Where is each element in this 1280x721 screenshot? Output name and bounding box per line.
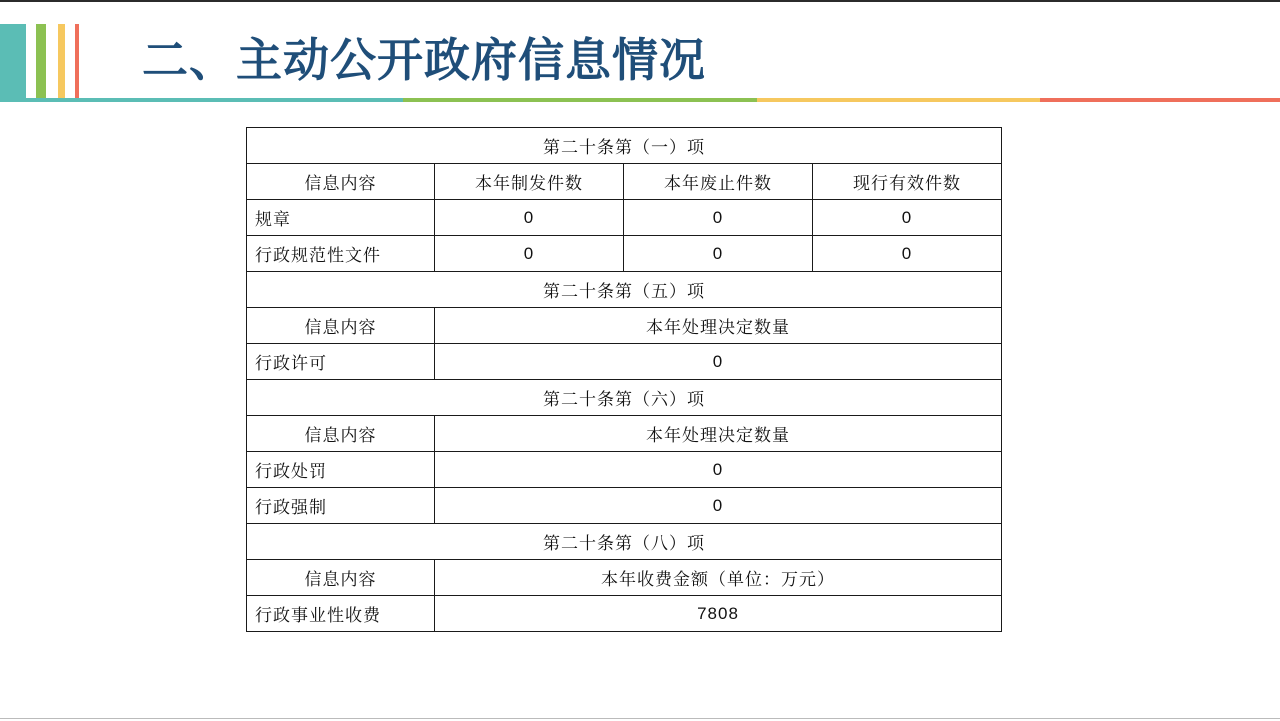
slide-bottom-border [0,718,1280,719]
info-table-container [246,127,1002,632]
row-label: 行政许可 [247,344,435,380]
section-heading: 第二十条第（六）项 [247,380,1002,416]
header-cell: 信息内容 [247,416,435,452]
value-cell: 0 [813,236,1002,272]
header-cell: 本年处理决定数量 [435,416,1002,452]
accent-bar-yellow [58,24,65,100]
header-cell: 信息内容 [247,164,435,200]
title-rule-coral [1040,98,1280,102]
title-rule-yellow [757,98,1040,102]
value-cell: 0 [435,236,624,272]
title-rule-teal [0,98,403,102]
value-cell: 0 [435,488,1002,524]
table-row [247,200,1002,236]
header-cell: 信息内容 [247,308,435,344]
section-heading-row [247,272,1002,308]
table-row [247,344,1002,380]
accent-bar-teal [0,24,26,100]
slide-top-border [0,0,1280,2]
value-cell: 0 [435,200,624,236]
row-label: 行政规范性文件 [247,236,435,272]
value-cell: 0 [624,236,813,272]
table-row [247,488,1002,524]
value-cell: 7808 [435,596,1002,632]
header-row [247,164,1002,200]
accent-bar-green [36,24,46,100]
table-row [247,236,1002,272]
section-heading-row [247,524,1002,560]
accent-bar-coral [75,24,79,100]
header-cell: 本年制发件数 [435,164,624,200]
value-cell: 0 [624,200,813,236]
section-heading: 第二十条第（一）项 [247,128,1002,164]
header-cell: 本年收费金额（单位：万元） [435,560,1002,596]
section-heading-row [247,380,1002,416]
row-label: 规章 [247,200,435,236]
table-row [247,596,1002,632]
title-rule-green [403,98,757,102]
header-row [247,308,1002,344]
header-cell: 本年废止件数 [624,164,813,200]
table-row [247,452,1002,488]
header-row [247,560,1002,596]
header-cell: 本年处理决定数量 [435,308,1002,344]
row-label: 行政强制 [247,488,435,524]
value-cell: 0 [435,344,1002,380]
page-title: 二、主动公开政府信息情况 [142,33,706,87]
row-label: 行政处罚 [247,452,435,488]
section-heading: 第二十条第（八）项 [247,524,1002,560]
section-heading: 第二十条第（五）项 [247,272,1002,308]
value-cell: 0 [435,452,1002,488]
section-heading-row [247,128,1002,164]
value-cell: 0 [813,200,1002,236]
header-row [247,416,1002,452]
header-cell: 信息内容 [247,560,435,596]
info-table [246,127,1002,632]
row-label: 行政事业性收费 [247,596,435,632]
header-cell: 现行有效件数 [813,164,1002,200]
